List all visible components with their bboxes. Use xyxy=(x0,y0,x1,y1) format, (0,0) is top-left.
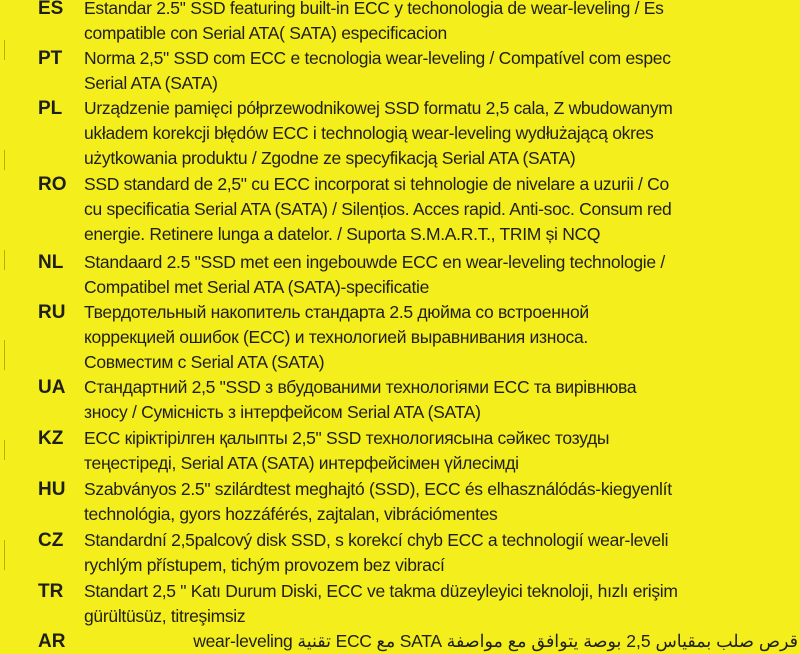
text-line: SSD standard de 2,5" cu ECC incorporat si tehnologie de nivelare a uzurii / Co xyxy=(84,174,669,194)
language-code: PL xyxy=(38,98,63,119)
language-code: RO xyxy=(38,174,67,195)
text-line: Standardní 2,5palcový disk SSD, s korekcí chyb ECC a technologií wear-leveli xyxy=(84,530,669,550)
language-code: KZ xyxy=(38,428,64,449)
text-line: Estandar 2.5'' SSD featuring built-in ECC y techonologia de wear-leveling / Es xyxy=(84,0,664,18)
text-line: użytkowania produktu / Zgodne ze specyfikacją Serial ATA (SATA) xyxy=(84,148,576,168)
section-text xyxy=(84,477,798,527)
text-line: Compatibel met Serial ATA (SATA)-specificatie xyxy=(84,277,430,297)
section-text xyxy=(84,300,798,375)
text-line: energie. Retinere lunga a datelor. / Suporta S.M.A.R.T., TRIM și NCQ xyxy=(84,224,601,244)
text-line: Urządzenie pamięci półprzewodnikowej SSD formatu 2,5 cala, Z wbudowanym xyxy=(84,98,673,118)
language-code: CZ xyxy=(38,530,64,551)
section-text xyxy=(84,0,798,46)
language-code: RU xyxy=(38,302,66,323)
section-text xyxy=(84,46,798,96)
text-line: قرص صلب بمقياس 2,5 بوصة يتوافق مع مواصفة SATA مع ECC تقنية wear-leveling xyxy=(193,631,798,651)
section-ar xyxy=(0,629,800,654)
text-line: compatible con Serial ATA( SATA) especificacion xyxy=(84,23,447,43)
text-line: теңестіреді, Serial ATA (SATA) интерфейсімен үйлесімді xyxy=(84,453,519,473)
section-pl xyxy=(0,96,800,171)
section-kz xyxy=(0,426,800,476)
language-code: AR xyxy=(38,631,66,652)
text-line: ECC кіріктірілген қалыпты 2,5" SSD технологиясына сәйкес тозуды xyxy=(84,428,610,448)
section-text xyxy=(84,528,798,578)
text-line: rychlým přístupem, tichým provozem bez vibrací xyxy=(84,555,445,575)
text-line: Szabványos 2.5" szilárdtest meghajtó (SSD), ECC és elhasználódás-kiegyenlít xyxy=(84,479,672,499)
text-line: зносу / Сумісність з інтерфейсом Serial ATA (SATA) xyxy=(84,402,481,422)
text-line: Standaard 2.5 "SSD met een ingebouwde ECC en wear-leveling technologie / xyxy=(84,252,665,272)
section-text xyxy=(84,426,798,476)
section-text xyxy=(84,250,798,300)
language-code: UA xyxy=(38,377,66,398)
section-ru xyxy=(0,300,800,375)
section-pt xyxy=(0,46,800,96)
text-line: układem korekcji błędów ECC i technologią wear-leveling wydłużającą okres xyxy=(84,123,654,143)
section-ua xyxy=(0,375,800,425)
language-code: HU xyxy=(38,479,66,500)
text-line: technológia, gyors hozzáférés, zajtalan, vibrációmentes xyxy=(84,504,498,524)
section-nl xyxy=(0,250,800,300)
section-cz xyxy=(0,528,800,578)
language-code: NL xyxy=(38,252,64,273)
text-line: коррекцией ошибок (ECC) и технологией выравнивания износа. xyxy=(84,327,588,347)
section-tr xyxy=(0,579,800,629)
section-text xyxy=(84,579,798,629)
section-text xyxy=(84,375,798,425)
text-line: cu specificatia Serial ATA (SATA) / Silențios. Acces rapid. Anti-soc. Consum red xyxy=(84,199,672,219)
section-hu xyxy=(0,477,800,527)
section-ro xyxy=(0,172,800,247)
text-line: Твердотельный накопитель стандарта 2.5 дюйма со встроенной xyxy=(84,302,589,322)
section-text xyxy=(84,629,798,654)
section-text xyxy=(84,96,798,171)
text-line: Совместим с Serial ATA (SATA) xyxy=(84,352,325,372)
language-code: TR xyxy=(38,581,64,602)
section-text xyxy=(84,172,798,247)
section-es xyxy=(0,0,800,46)
text-line: Стандартний 2,5 "SSD з вбудованими технологіями ECC та вирівнюва xyxy=(84,377,637,397)
language-code: PT xyxy=(38,48,63,69)
text-line: Serial ATA (SATA) xyxy=(84,73,218,93)
text-line: Norma 2,5" SSD com ECC e tecnologia wear-leveling / Compatível com espec xyxy=(84,48,671,68)
language-code: ES xyxy=(38,0,64,19)
text-line: gürültüsüz, titreşimsiz xyxy=(84,606,246,626)
text-line: Standart 2,5 " Katı Durum Diski, ECC ve takma düzeyleyici teknoloji, hızlı erişim xyxy=(84,581,678,601)
